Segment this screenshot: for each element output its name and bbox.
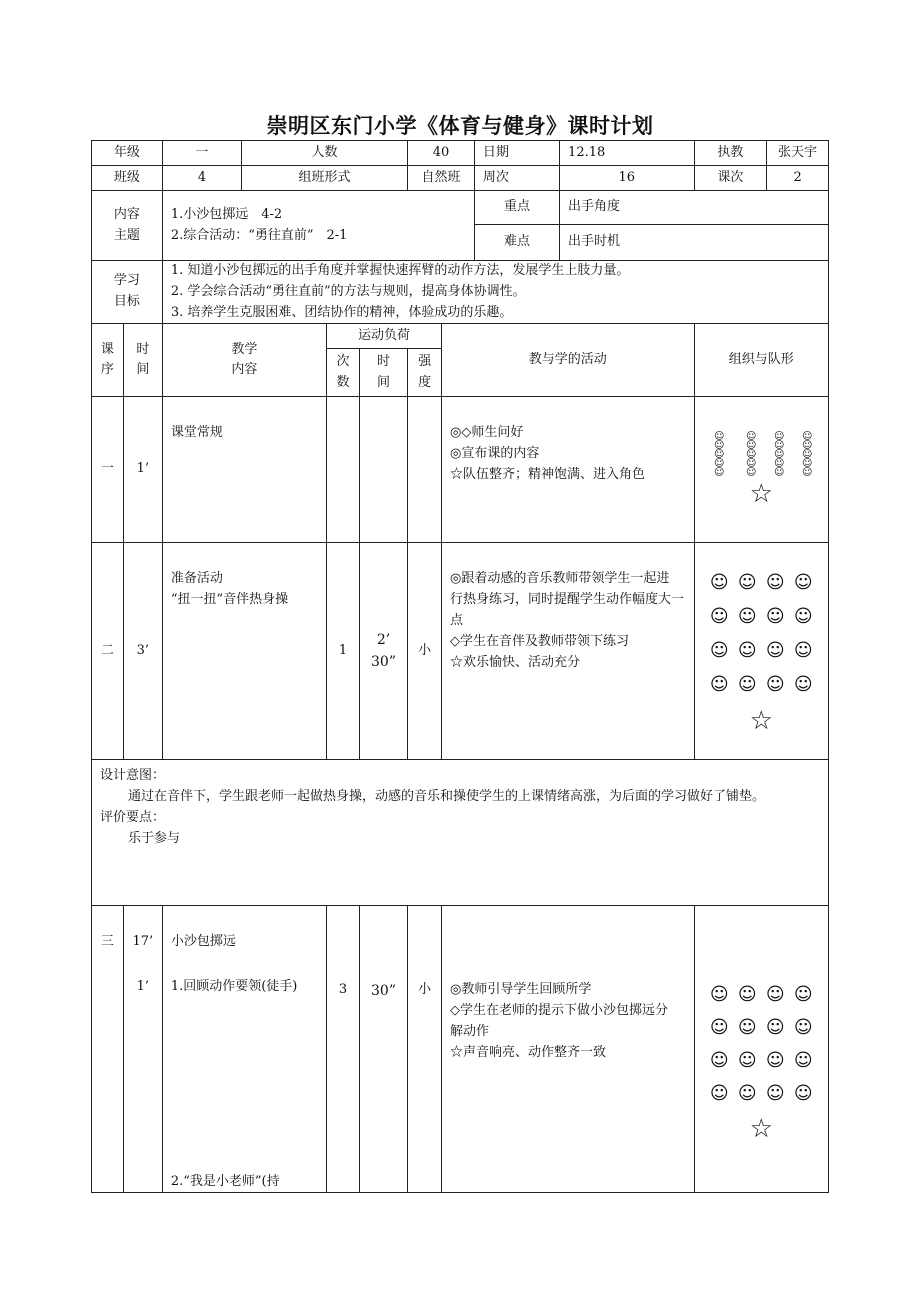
load-time-cell: 2’ 30” <box>359 543 407 760</box>
activity-line: ◎宣布课的内容 <box>450 446 540 462</box>
section-row-2 <box>92 543 829 760</box>
formation-cell <box>694 543 829 760</box>
activity-line: ◎◇师生问好 <box>450 425 524 441</box>
goal-item: 2. 学会综合活动“勇往直前”的方法与规则，提高身体协调性。 <box>170 283 526 299</box>
formation-cell <box>694 397 829 543</box>
group-value: 自然班 <box>408 166 475 191</box>
load-intensity-cell: 小 <box>408 543 442 760</box>
star-icon: ☆ <box>749 479 773 510</box>
col-order: 课 序 <box>92 324 124 397</box>
smiley-icon: ☺ <box>765 1017 785 1039</box>
smiley-icon: ☺ <box>802 467 813 479</box>
order-cell: 一 <box>92 397 124 543</box>
col-formation: 组织与队形 <box>694 324 829 397</box>
smiley-icon: ☺ <box>714 440 725 452</box>
difficulty-label: 难点 <box>474 225 559 261</box>
smiley-icon: ☺ <box>774 458 785 470</box>
load-count-cell: 1 <box>327 543 360 760</box>
smiley-icon: ☺ <box>737 1083 757 1105</box>
class-label: 班级 <box>92 166 163 191</box>
time-cell: 17’ 1’ <box>123 906 162 1193</box>
formation-cell <box>694 906 829 1193</box>
smiley-icon: ☺ <box>737 1050 757 1072</box>
content-cell: 准备活动 “扭一扭”音伴热身操 <box>162 543 326 760</box>
smiley-icon: ☺ <box>793 1050 813 1072</box>
activity-line: 解动作 <box>450 1023 490 1039</box>
header-row-2 <box>92 166 829 191</box>
smiley-icon: ☺ <box>793 606 813 628</box>
teacher-value: 张天宇 <box>767 141 829 166</box>
load-intensity-cell: 小 <box>408 906 442 1193</box>
smiley-icon: ☺ <box>774 467 785 479</box>
activity-line: 点 <box>450 612 464 628</box>
activities-cell <box>442 543 695 760</box>
smiley-icon: ☺ <box>714 431 725 443</box>
smiley-icon: ☺ <box>774 440 785 452</box>
smiley-icon: ☺ <box>746 458 757 470</box>
activities-cell <box>442 397 695 543</box>
load-intensity-cell <box>408 397 442 543</box>
smiley-icon: ☺ <box>774 449 785 461</box>
notes-cell <box>92 760 829 906</box>
activity-line: ☆队伍整齐；精神饱满、进入角色 <box>450 466 646 482</box>
eval-label: 评价要点： <box>100 809 166 825</box>
focus-label: 重点 <box>474 191 559 225</box>
section-row-3 <box>92 906 829 1193</box>
order-cell: 二 <box>92 543 124 760</box>
focus-value: 出手角度 <box>560 191 829 225</box>
smiley-icon: ☺ <box>802 449 813 461</box>
load-time-cell: 30” <box>359 906 407 1193</box>
smiley-icon: ☺ <box>714 458 725 470</box>
smiley-icon: ☺ <box>709 640 729 662</box>
lesson-value: 2 <box>767 166 829 191</box>
week-label: 周次 <box>474 166 559 191</box>
activity-line: ◎教师引导学生回顾所学 <box>450 982 592 998</box>
activities-cell <box>442 906 695 1193</box>
smiley-icon: ☺ <box>709 1017 729 1039</box>
smiley-icon: ☺ <box>737 606 757 628</box>
activity-line: ☆欢乐愉快、活动充分 <box>450 654 581 670</box>
goals-label: 学习 目标 <box>92 261 163 324</box>
col-activities: 教与学的活动 <box>442 324 695 397</box>
activity-line: ◇学生在老师的提示下做小沙包掷远分 <box>450 1003 668 1019</box>
design-label: 设计意图： <box>100 768 166 784</box>
smiley-icon: ☺ <box>765 640 785 662</box>
smiley-icon: ☺ <box>709 674 729 696</box>
col-load-time: 时 间 <box>359 349 407 397</box>
smiley-icon: ☺ <box>793 572 813 594</box>
teacher-label: 执教 <box>694 141 767 166</box>
smiley-icon: ☺ <box>737 1017 757 1039</box>
design-text: 通过在音伴下，学生跟老师一起做热身操，动感的音乐和操使学生的上课情绪高涨，为后面的学习做好了铺垫。 <box>128 789 766 805</box>
week-value: 16 <box>560 166 694 191</box>
smiley-icon: ☺ <box>709 984 729 1006</box>
content-cell: 小沙包掷远 1.回顾动作要领(徒手) 2.“我是小老师”(持 <box>162 906 326 1193</box>
eval-text: 乐于参与 <box>128 830 181 846</box>
smiley-icon: ☺ <box>765 1050 785 1072</box>
activity-line: ◎跟着动感的音乐教师带领学生一起进 <box>450 571 670 587</box>
load-count-cell: 3 <box>327 906 360 1193</box>
smiley-icon: ☺ <box>709 606 729 628</box>
smiley-icon: ☺ <box>746 467 757 479</box>
content-label: 内容 主题 <box>92 191 163 261</box>
content-items: 1.小沙包掷远 4-2 2.综合活动：“勇往直前” 2-1 <box>162 191 474 261</box>
column-header-row-1 <box>92 324 829 349</box>
activity-line: ◇学生在音伴及教师带领下练习 <box>450 633 629 649</box>
time-cell: 3’ <box>123 543 162 760</box>
goal-item: 3. 培养学生克服困难、团结协作的精神，体验成功的乐趣。 <box>170 304 513 320</box>
activity-line: 行热身练习，同时提醒学生动作幅度大一 <box>450 592 685 608</box>
smiley-icon: ☺ <box>802 458 813 470</box>
group-label: 组班形式 <box>241 166 407 191</box>
col-load: 运动负荷 <box>327 324 442 349</box>
smiley-icon: ☺ <box>709 572 729 594</box>
time-cell: 1’ <box>123 397 162 543</box>
lesson-label: 课次 <box>694 166 767 191</box>
date-label: 日期 <box>474 141 559 166</box>
smiley-icon: ☺ <box>793 674 813 696</box>
smiley-icon: ☺ <box>737 640 757 662</box>
smiley-icon: ☺ <box>709 1050 729 1072</box>
smiley-icon: ☺ <box>765 572 785 594</box>
smiley-icon: ☺ <box>737 984 757 1006</box>
smiley-icon: ☺ <box>746 449 757 461</box>
col-load-intensity: 强 度 <box>408 349 442 397</box>
smiley-icon: ☺ <box>774 431 785 443</box>
content-row-1 <box>92 191 829 225</box>
smiley-icon: ☺ <box>802 431 813 443</box>
smiley-icon: ☺ <box>746 440 757 452</box>
content-cell: 课堂常规 <box>162 397 326 543</box>
lesson-plan-table <box>91 140 829 1193</box>
star-icon: ☆ <box>749 1114 773 1145</box>
goals-list <box>162 261 828 324</box>
smiley-icon: ☺ <box>765 674 785 696</box>
notes-row <box>92 760 829 906</box>
difficulty-value: 出手时机 <box>560 225 829 261</box>
smiley-icon: ☺ <box>765 1083 785 1105</box>
star-icon: ☆ <box>749 706 773 737</box>
goal-item: 1. 知道小沙包掷远的出手角度并掌握快速挥臂的动作方法，发展学生上肢力量。 <box>170 263 630 278</box>
class-value: 4 <box>162 166 241 191</box>
smiley-icon: ☺ <box>793 984 813 1006</box>
smiley-icon: ☺ <box>737 572 757 594</box>
smiley-icon: ☺ <box>765 606 785 628</box>
grade-label: 年级 <box>92 141 163 166</box>
smiley-icon: ☺ <box>737 674 757 696</box>
section-row-1 <box>92 397 829 543</box>
load-time-cell <box>359 397 407 543</box>
col-load-count: 次 数 <box>327 349 360 397</box>
smiley-icon: ☺ <box>714 449 725 461</box>
count-label: 人数 <box>241 141 407 166</box>
smiley-icon: ☺ <box>714 467 725 479</box>
smiley-icon: ☺ <box>709 1083 729 1105</box>
grade-value: 一 <box>162 141 241 166</box>
col-content: 教学 内容 <box>162 324 326 397</box>
smiley-icon: ☺ <box>765 984 785 1006</box>
page-title: 崇明区东门小学《体育与健身》课时计划 <box>266 114 654 138</box>
load-count-cell <box>327 397 360 543</box>
goals-row <box>92 261 829 324</box>
activity-line: ☆声音响亮、动作整齐一致 <box>450 1044 607 1060</box>
smiley-icon: ☺ <box>793 640 813 662</box>
smiley-icon: ☺ <box>793 1017 813 1039</box>
order-cell: 三 <box>92 906 124 1193</box>
count-value: 40 <box>408 141 475 166</box>
col-time: 时 间 <box>123 324 162 397</box>
header-row-1 <box>92 141 829 166</box>
smiley-icon: ☺ <box>802 440 813 452</box>
date-value: 12.18 <box>560 141 694 166</box>
smiley-icon: ☺ <box>746 431 757 443</box>
smiley-icon: ☺ <box>793 1083 813 1105</box>
